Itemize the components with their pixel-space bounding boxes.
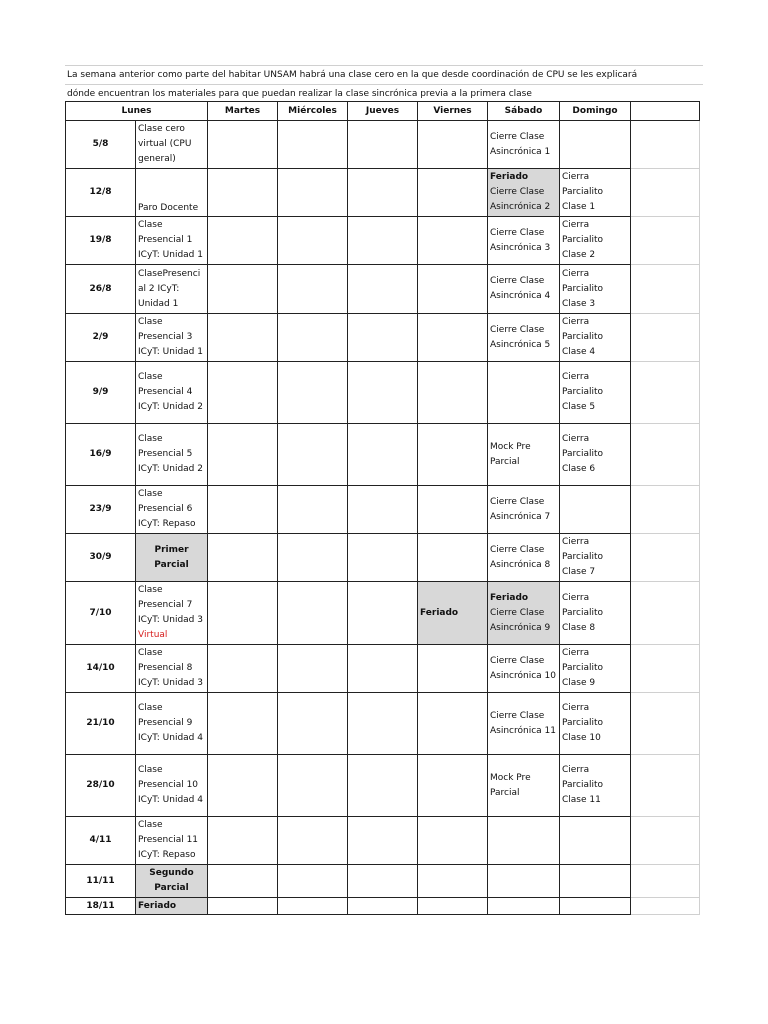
lunes-cell: ClasePresencial 2 ICyT: Unidad 1 <box>136 265 208 314</box>
sabado-cell: Cierre Clase Asincrónica 4 <box>488 265 560 314</box>
lunes-text: Paro Docente <box>138 203 199 213</box>
lunes-cell: Clase cero virtual (CPU general) <box>136 121 208 169</box>
martes-cell <box>208 362 278 424</box>
lunes-cell: Primer Parcial <box>136 534 208 582</box>
sabado-cell <box>488 898 560 915</box>
header-sabado: Sábado <box>488 102 560 121</box>
header-martes: Martes <box>208 102 278 121</box>
sabado-cell <box>488 362 560 424</box>
lunes-cell: Clase Presencial 3 ICyT: Unidad 1 <box>136 314 208 362</box>
sabado-cell: Mock Pre Parcial <box>488 424 560 486</box>
martes-cell <box>208 486 278 534</box>
lunes-cell: Clase Presencial 4 ICyT: Unidad 2 <box>136 362 208 424</box>
domingo-cell: Cierra Parcialito Clase 6 <box>560 424 631 486</box>
sabado-cell: Mock Pre Parcial <box>488 755 560 817</box>
viernes-cell <box>418 865 488 898</box>
date-cell: 21/10 <box>66 693 136 755</box>
sabado-cell: Cierre Clase Asincrónica 10 <box>488 645 560 693</box>
jueves-cell <box>348 424 418 486</box>
martes-cell <box>208 755 278 817</box>
miercoles-cell <box>278 755 348 817</box>
miercoles-cell <box>278 582 348 645</box>
viernes-cell <box>418 486 488 534</box>
jueves-cell <box>348 121 418 169</box>
table-row <box>66 169 700 217</box>
martes-cell <box>208 645 278 693</box>
lunes-cell <box>136 582 208 645</box>
domingo-cell: Cierra Parcialito Clase 9 <box>560 645 631 693</box>
table-row <box>66 486 700 534</box>
viernes-cell <box>418 693 488 755</box>
empty-cell <box>631 424 700 486</box>
date-cell: 5/8 <box>66 121 136 169</box>
empty-cell <box>631 169 700 217</box>
sabado-cell <box>488 817 560 865</box>
viernes-cell <box>418 169 488 217</box>
martes-cell <box>208 817 278 865</box>
miercoles-cell <box>278 424 348 486</box>
miercoles-cell <box>278 534 348 582</box>
jueves-cell <box>348 314 418 362</box>
sabado-cell: Cierre Clase Asincrónica 3 <box>488 217 560 265</box>
date-cell: 28/10 <box>66 755 136 817</box>
table-row <box>66 693 700 755</box>
jueves-cell <box>348 645 418 693</box>
table-row <box>66 314 700 362</box>
jueves-cell <box>348 362 418 424</box>
holiday-label: Feriado <box>490 592 529 603</box>
date-cell: 2/9 <box>66 314 136 362</box>
lunes-cell: Feriado <box>136 898 208 915</box>
jueves-cell <box>348 865 418 898</box>
miercoles-cell <box>278 362 348 424</box>
miercoles-cell <box>278 486 348 534</box>
viernes-cell <box>418 645 488 693</box>
sabado-cell: Cierre Clase Asincrónica 5 <box>488 314 560 362</box>
martes-cell <box>208 582 278 645</box>
holiday-label: Feriado <box>490 172 529 182</box>
empty-cell <box>631 582 700 645</box>
table-row <box>66 265 700 314</box>
martes-cell <box>208 169 278 217</box>
miercoles-cell <box>278 217 348 265</box>
domingo-cell <box>560 121 631 169</box>
jueves-cell <box>348 693 418 755</box>
domingo-cell: Cierra Parcialito Clase 11 <box>560 755 631 817</box>
header-domingo: Domingo <box>560 102 631 121</box>
viernes-cell <box>418 424 488 486</box>
martes-cell <box>208 534 278 582</box>
domingo-cell <box>560 817 631 865</box>
miercoles-cell <box>278 817 348 865</box>
viernes-cell <box>418 217 488 265</box>
sabado-cell: Cierre Clase Asincrónica 8 <box>488 534 560 582</box>
header-viernes: Viernes <box>418 102 488 121</box>
table-row <box>66 645 700 693</box>
miercoles-cell <box>278 898 348 915</box>
empty-cell <box>631 534 700 582</box>
date-cell: 14/10 <box>66 645 136 693</box>
sabado-cell: Cierre Clase Asincrónica 7 <box>488 486 560 534</box>
martes-cell <box>208 898 278 915</box>
domingo-cell: Cierra Parcialito Clase 3 <box>560 265 631 314</box>
jueves-cell <box>348 898 418 915</box>
lunes-cell: Clase Presencial 8 ICyT: Unidad 3 <box>136 645 208 693</box>
viernes-cell <box>418 534 488 582</box>
lunes-cell: Clase Presencial 10 ICyT: Unidad 4 <box>136 755 208 817</box>
jueves-cell <box>348 534 418 582</box>
table-row <box>66 424 700 486</box>
lunes-cell: Clase Presencial 1 ICyT: Unidad 1 <box>136 217 208 265</box>
jueves-cell <box>348 265 418 314</box>
note-text-1: La semana anterior como parte del habitar UNSAM habrá una clase cero en la que desde coordinación de CPU se les explicará <box>67 70 638 80</box>
note-line-1 <box>65 65 703 84</box>
lunes-cell: Clase Presencial 6 ICyT: Repaso <box>136 486 208 534</box>
miercoles-cell <box>278 865 348 898</box>
domingo-cell <box>560 486 631 534</box>
table-row <box>66 217 700 265</box>
martes-cell <box>208 693 278 755</box>
domingo-cell: Cierra Parcialito Clase 8 <box>560 582 631 645</box>
jueves-cell <box>348 755 418 817</box>
viernes-cell <box>418 755 488 817</box>
domingo-cell: Cierra Parcialito Clase 7 <box>560 534 631 582</box>
empty-cell <box>631 817 700 865</box>
header-jueves: Jueves <box>348 102 418 121</box>
table-row <box>66 865 700 898</box>
table-row <box>66 755 700 817</box>
sabado-text: Cierre Clase Asincrónica 9 <box>490 607 551 633</box>
date-cell: 18/11 <box>66 898 136 915</box>
domingo-cell: Cierra Parcialito Clase 5 <box>560 362 631 424</box>
lunes-cell: Clase Presencial 11 ICyT: Repaso <box>136 817 208 865</box>
date-cell: 4/11 <box>66 817 136 865</box>
empty-cell <box>631 755 700 817</box>
date-cell: 30/9 <box>66 534 136 582</box>
viernes-cell <box>418 817 488 865</box>
empty-cell <box>631 645 700 693</box>
table-row <box>66 582 700 645</box>
jueves-cell <box>348 486 418 534</box>
date-cell: 12/8 <box>66 169 136 217</box>
lunes-cell <box>136 169 208 217</box>
domingo-cell: Cierra Parcialito Clase 10 <box>560 693 631 755</box>
martes-cell <box>208 424 278 486</box>
miercoles-cell <box>278 314 348 362</box>
empty-cell <box>631 314 700 362</box>
lunes-cell: Clase Presencial 9 ICyT: Unidad 4 <box>136 693 208 755</box>
domingo-cell <box>560 898 631 915</box>
sabado-cell <box>488 865 560 898</box>
date-cell: 23/9 <box>66 486 136 534</box>
sabado-cell: Cierre Clase Asincrónica 1 <box>488 121 560 169</box>
viernes-cell <box>418 265 488 314</box>
miercoles-cell <box>278 121 348 169</box>
viernes-cell <box>418 121 488 169</box>
jueves-cell <box>348 817 418 865</box>
domingo-cell: Cierra Parcialito Clase 2 <box>560 217 631 265</box>
lunes-cell: Segundo Parcial <box>136 865 208 898</box>
header-row <box>66 102 700 121</box>
date-cell: 9/9 <box>66 362 136 424</box>
empty-cell <box>631 265 700 314</box>
date-cell: 26/8 <box>66 265 136 314</box>
empty-cell <box>631 217 700 265</box>
date-cell: 19/8 <box>66 217 136 265</box>
martes-cell <box>208 217 278 265</box>
empty-cell <box>631 362 700 424</box>
empty-cell <box>631 693 700 755</box>
viernes-cell <box>418 362 488 424</box>
lunes-cell: Clase Presencial 5 ICyT: Unidad 2 <box>136 424 208 486</box>
table-row <box>66 121 700 169</box>
note-text-2: dónde encuentran los materiales para que puedan realizar la clase sincrónica previa a la primera clase <box>67 89 532 99</box>
sabado-text: Cierre Clase Asincrónica 2 <box>490 187 551 212</box>
lunes-text: Clase Presencial 7 ICyT: Unidad 3 <box>138 585 203 625</box>
jueves-cell <box>348 169 418 217</box>
jueves-cell <box>348 217 418 265</box>
table-row <box>66 817 700 865</box>
schedule-table <box>65 101 700 915</box>
miercoles-cell <box>278 693 348 755</box>
sabado-cell <box>488 582 560 645</box>
empty-cell <box>631 121 700 169</box>
viernes-cell <box>418 898 488 915</box>
table-row <box>66 534 700 582</box>
miercoles-cell <box>278 265 348 314</box>
sabado-cell: Cierre Clase Asincrónica 11 <box>488 693 560 755</box>
viernes-cell: Feriado <box>418 582 488 645</box>
sabado-cell <box>488 169 560 217</box>
viernes-cell <box>418 314 488 362</box>
jueves-cell <box>348 582 418 645</box>
domingo-cell: Cierra Parcialito Clase 4 <box>560 314 631 362</box>
empty-cell <box>631 898 700 915</box>
domingo-cell: Cierra Parcialito Clase 1 <box>560 169 631 217</box>
header-miercoles: Miércoles <box>278 102 348 121</box>
date-cell: 16/9 <box>66 424 136 486</box>
domingo-cell <box>560 865 631 898</box>
date-cell: 11/11 <box>66 865 136 898</box>
miercoles-cell <box>278 169 348 217</box>
martes-cell <box>208 314 278 362</box>
header-lunes: Lunes <box>66 102 208 121</box>
table-row <box>66 898 700 915</box>
martes-cell <box>208 121 278 169</box>
table-row <box>66 362 700 424</box>
miercoles-cell <box>278 645 348 693</box>
empty-cell <box>631 865 700 898</box>
empty-cell <box>631 486 700 534</box>
virtual-label: Virtual <box>138 630 168 640</box>
empty-cell <box>631 102 700 121</box>
martes-cell <box>208 265 278 314</box>
martes-cell <box>208 865 278 898</box>
date-cell: 7/10 <box>66 582 136 645</box>
